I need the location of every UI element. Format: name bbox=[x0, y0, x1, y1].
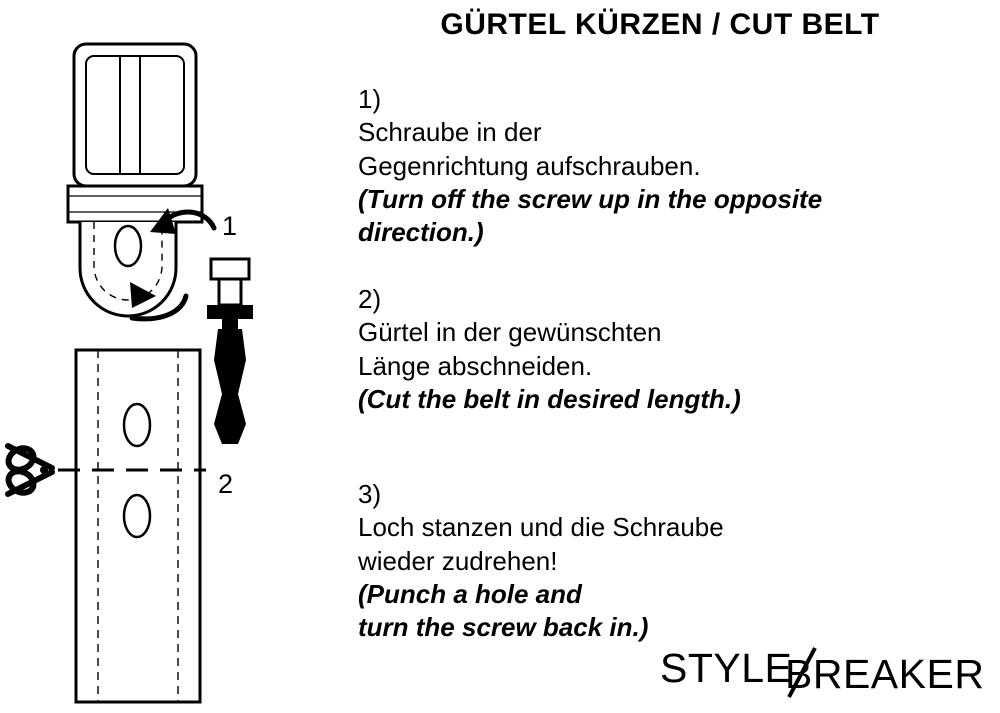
punch-tool-icon bbox=[207, 305, 253, 444]
step-3-text bbox=[358, 511, 724, 644]
brand-logo bbox=[660, 645, 990, 703]
brand-word-style: STYLE bbox=[660, 645, 793, 691]
diagram-marker-1: 1 bbox=[222, 211, 238, 241]
belt-buckle-icon bbox=[68, 44, 202, 316]
step-2-number: 2) bbox=[358, 284, 382, 314]
instruction-step-2 bbox=[358, 283, 741, 416]
instruction-step-3 bbox=[358, 478, 724, 644]
step-3-de-line-1: Loch stanzen und die Schraube bbox=[358, 512, 724, 543]
step-1-number: 1) bbox=[358, 84, 382, 114]
step-3-number: 3) bbox=[358, 479, 382, 509]
scissors-icon bbox=[5, 444, 52, 497]
step-1-text bbox=[358, 116, 822, 249]
screw-icon bbox=[211, 259, 249, 305]
step-1-de-line-2: Gegenrichtung aufschrauben. bbox=[358, 150, 701, 181]
step-3-de-line-2: wieder zudrehen! bbox=[358, 545, 558, 576]
brand-word-breaker: BREAKER bbox=[785, 651, 985, 697]
step-2-de-line-1: Gürtel in der gewünschten bbox=[358, 317, 662, 348]
step-3-en-line-1: (Punch a hole and bbox=[358, 578, 582, 609]
diagram-marker-2: 2 bbox=[218, 469, 234, 499]
page-title: GÜRTEL KÜRZEN / CUT BELT bbox=[440, 8, 880, 41]
belt-strap-icon bbox=[76, 350, 200, 702]
step-1-en-line-1: (Turn off the screw up in the opposite bbox=[358, 183, 823, 214]
step-3-en-line-2: turn the screw back in.) bbox=[358, 612, 649, 643]
step-1-en-line-2: direction.) bbox=[358, 217, 484, 248]
step-1-de-line-1: Schraube in der bbox=[358, 117, 542, 148]
step-2-de-line-2: Länge abschneiden. bbox=[358, 350, 593, 381]
instruction-step-1 bbox=[358, 83, 822, 249]
step-2-en-line-1: (Cut the belt in desired length.) bbox=[358, 383, 741, 414]
step-2-text bbox=[358, 316, 741, 416]
